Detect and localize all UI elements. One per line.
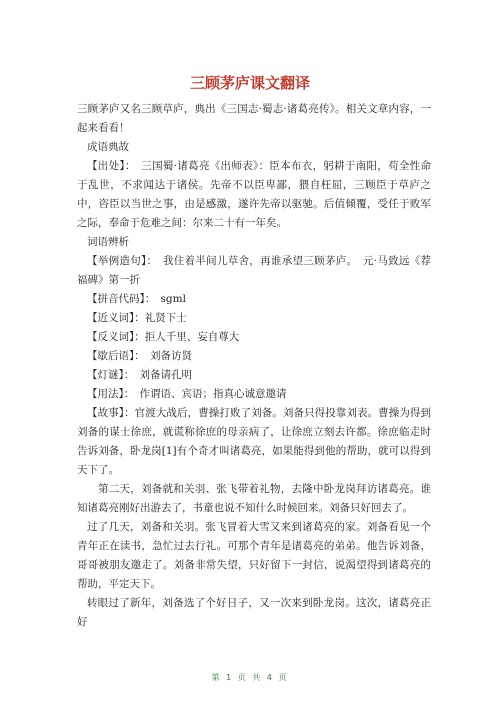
xiehouyu-paragraph: 【歇后语】： 刘备访贤 <box>87 350 192 362</box>
document-title: 三顾茅庐课文翻译 <box>189 74 310 92</box>
story-paragraph-2: 第二天，刘备就和关羽、张飞带着礼物，去隆中卧龙岗拜访诸葛亮。谁知诸葛亮刚好出游去了，书童也说不知什么时候回来。刘备只好回去了。 <box>77 483 431 514</box>
usage-paragraph: 【用法】： 作谓语、宾语；指真心诚意邀请 <box>87 388 287 400</box>
story-paragraph-4: 转眼过了新年，刘备选了个好日子，又一次来到卧龙岗。这次，诸葛亮正好 <box>77 597 431 628</box>
pinyin-code-paragraph: 【拼音代码】： sgml <box>87 293 186 305</box>
story-paragraph-3: 过了几天，刘备和关羽。张飞冒着大雪又来到诸葛亮的家。刘备看见一个青年正在读书，急忙过去行礼。可那个青年是诸葛亮的弟弟。他告诉刘备，哥哥被朋友邀走了。刘备非常失望，只好留下一封信，说渴望得到诸葛亮的帮助，平定天下。 <box>77 521 431 590</box>
antonym-paragraph: 【反义词】：拒人千里、妄自尊大 <box>87 331 240 343</box>
section-heading-word-analysis: 词语辨析 <box>87 236 129 248</box>
story-paragraph-1: 【故事】：官渡大战后，曹操打败了刘备。刘备只得投靠刘表。曹操为得到刘备的谋士徐庶，就谎称徐庶的母亲病了，让徐庶立刻去许都。徐庶临走时告诉刘备，卧龙岗[1]有个奇才叫诸葛亮，如果能得到他的帮助，就可以得到天下了。 <box>77 407 431 476</box>
page-number-footer: 第 1 页 共 4 页 <box>211 673 289 682</box>
example-sentence-paragraph: 【举例造句】： 我住着半间儿草舍，再谁承望三顾茅庐。 元·马致远《荐福碑》第一折 <box>77 255 431 286</box>
synonym-paragraph: 【近义词】：礼贤下士 <box>87 312 187 324</box>
document-body <box>77 100 431 632</box>
source-paragraph: 【出处】： 三国蜀·诸葛亮《出师表》：臣本布衣，躬耕于南阳，苟全性命于乱世，不求闻达于诸侯。先帝不以臣卑鄙，猥自枉屈，三顾臣于草庐之中，咨臣以当世之事，由是感激，遂许先帝以驱驰。后值倾覆，受任于败军之际，奉命于危难之间：尔来二十有一年矣。 <box>77 160 431 229</box>
intro-paragraph: 三顾茅庐又名三顾草庐，典出《三国志·蜀志·诸葛亮传》。相关文章内容，一起来看看！ <box>77 103 431 134</box>
riddle-paragraph: 【灯谜】： 刘备请孔明 <box>87 369 192 381</box>
section-heading-idiom-origin: 成语典故 <box>87 141 129 153</box>
